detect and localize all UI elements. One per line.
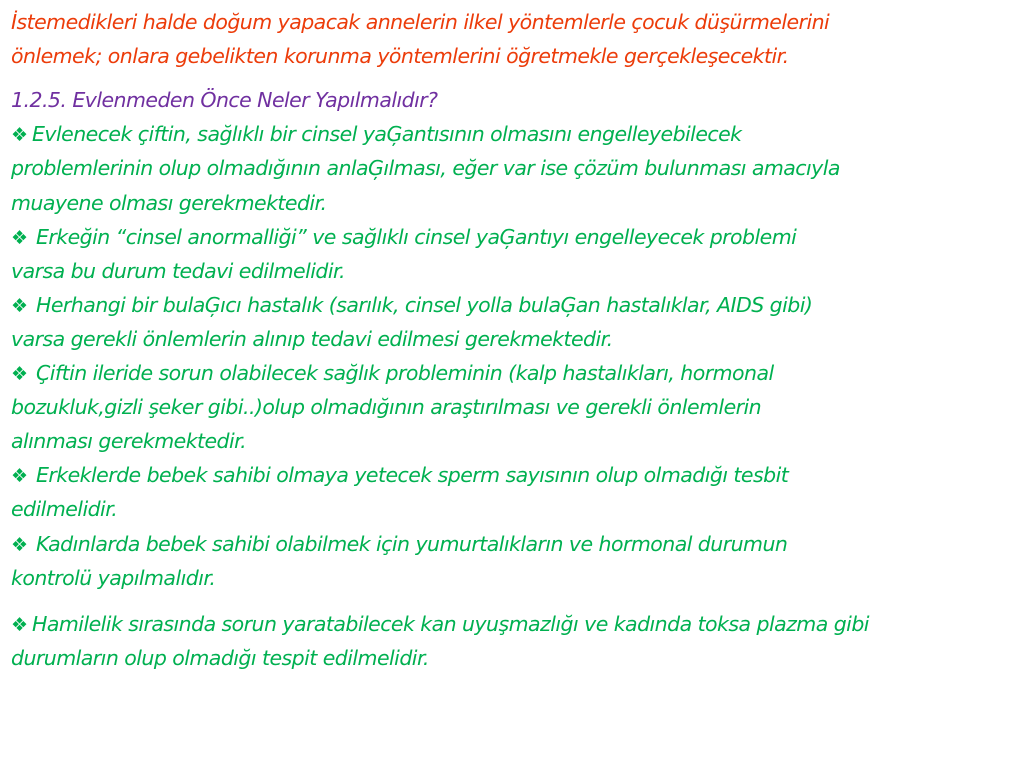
diamond-bullet-icon: ❖ bbox=[11, 124, 28, 146]
bullet-5-line-1 bbox=[11, 465, 788, 486]
bullet-2-line-2: varsa bu durum tedavi edilmelidir. bbox=[11, 259, 345, 283]
bullet-4-text: Çiftin ileride sorun olabilecek sağlık probleminin (kalp hastalıkları, hormonal bbox=[36, 361, 774, 385]
bullet-1-line-2: problemlerinin olup olmadığının anlaĢılması, eğer var ise çözüm bulunması amacıyla bbox=[11, 156, 840, 180]
intro-line-2: önlemek; onlara gebelikten korunma yöntemlerini öğretmekle gerçekleşecektir. bbox=[11, 44, 789, 68]
bullet-4-line-1 bbox=[11, 363, 774, 384]
section-heading: 1.2.5. Evlenmeden Önce Neler Yapılmalıdır? bbox=[11, 88, 438, 112]
bullet-4-line-2: bozukluk,gizli şeker gibi..)olup olmadığının araştırılması ve gerekli önlemlerin bbox=[11, 395, 762, 419]
bullet-5-line-2: edilmelidir. bbox=[11, 497, 118, 521]
bullet-2-line-1 bbox=[11, 227, 796, 248]
bullet-1-text: Evlenecek çiftin, sağlıklı bir cinsel yaĢantısının olmasını engelleyebilecek bbox=[32, 122, 742, 146]
diamond-bullet-icon: ❖ bbox=[11, 534, 28, 556]
bullet-6-line-1 bbox=[11, 534, 787, 555]
diamond-bullet-icon: ❖ bbox=[11, 363, 28, 385]
diamond-bullet-icon: ❖ bbox=[11, 614, 28, 636]
bullet-3-line-1 bbox=[11, 295, 812, 316]
intro-line-1: İstemedikleri halde doğum yapacak annelerin ilkel yöntemlerle çocuk düşürmelerini bbox=[11, 10, 830, 34]
bullet-3-line-2: varsa gerekli önlemlerin alınıp tedavi edilmesi gerekmektedir. bbox=[11, 327, 613, 351]
diamond-bullet-icon: ❖ bbox=[11, 295, 28, 317]
diamond-bullet-icon: ❖ bbox=[11, 227, 28, 249]
bullet-7-line-1 bbox=[11, 614, 869, 635]
bullet-6-text: Kadınlarda bebek sahibi olabilmek için yumurtalıkların ve hormonal durumun bbox=[36, 532, 788, 556]
bullet-4-line-3: alınması gerekmektedir. bbox=[11, 429, 247, 453]
bullet-5-text: Erkeklerde bebek sahibi olmaya yetecek sperm sayısının olup olmadığı tesbit bbox=[36, 463, 789, 487]
bullet-1-line-3: muayene olması gerekmektedir. bbox=[11, 191, 327, 215]
bullet-1-line-1 bbox=[11, 124, 742, 145]
bullet-6-line-2: kontrolü yapılmalıdır. bbox=[11, 566, 216, 590]
bullet-3-text: Herhangi bir bulaĢıcı hastalık (sarılık, cinsel yolla bulaĢan hastalıklar, AIDS gibi) bbox=[36, 293, 813, 317]
bullet-2-text: Erkeğin “cinsel anormalliği” ve sağlıklı cinsel yaĢantıyı engelleyecek problemi bbox=[36, 225, 797, 249]
bullet-7-line-2: durumların olup olmadığı tespit edilmelidir. bbox=[11, 646, 429, 670]
bullet-7-text: Hamilelik sırasında sorun yaratabilecek kan uyuşmazlığı ve kadında toksa plazma gibi bbox=[32, 612, 869, 636]
diamond-bullet-icon: ❖ bbox=[11, 465, 28, 487]
